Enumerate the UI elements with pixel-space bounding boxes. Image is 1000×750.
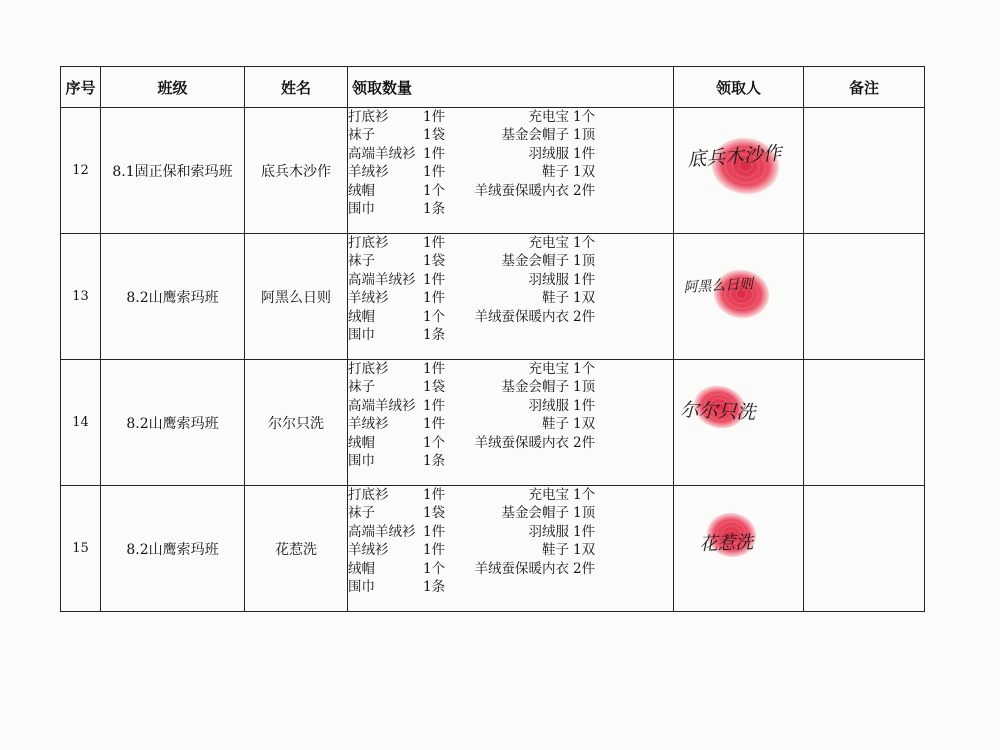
items-list bbox=[348, 360, 673, 470]
item-qty: 1个 bbox=[423, 308, 446, 325]
row-remark bbox=[804, 360, 925, 486]
item-name: 羊绒蚕保暖内衣 bbox=[474, 308, 569, 325]
fingerprint-svg bbox=[674, 360, 803, 485]
item-qty: 1顶 bbox=[573, 127, 596, 144]
item-qty bbox=[573, 326, 633, 344]
item-name: 袜子 bbox=[348, 505, 375, 522]
item-qty: 1件 bbox=[573, 523, 596, 540]
item-qty: 1袋 bbox=[423, 379, 446, 396]
item-qty: 1件 bbox=[423, 145, 446, 162]
row-recipient-signature bbox=[674, 360, 804, 486]
row-class: 8.2山鹰索玛班 bbox=[101, 234, 245, 360]
item-name: 围巾 bbox=[348, 326, 375, 343]
row-items-cell bbox=[348, 108, 674, 234]
handwritten-signature: 尔尔只洗 bbox=[679, 398, 756, 424]
row-number: 15 bbox=[61, 486, 101, 612]
header-remark: 备注 bbox=[804, 67, 925, 108]
item-qty: 1顶 bbox=[573, 505, 596, 522]
row-recipient-signature bbox=[674, 486, 804, 612]
item-qty: 1条 bbox=[423, 452, 446, 469]
item-qty bbox=[573, 200, 633, 218]
item-name: 充电宝 bbox=[528, 361, 569, 377]
item-name: 绒帽 bbox=[348, 182, 375, 199]
row-class: 8.2山鹰索玛班 bbox=[101, 486, 245, 612]
item-qty: 1双 bbox=[573, 542, 596, 559]
item-qty: 1个 bbox=[573, 235, 596, 251]
item-qty bbox=[573, 452, 633, 470]
item-name: 围巾 bbox=[348, 452, 375, 469]
item-qty: 2件 bbox=[573, 182, 596, 199]
handwritten-signature: 底兵木沙作 bbox=[686, 142, 783, 172]
fingerprint-svg bbox=[674, 234, 803, 359]
item-name: 基金会帽子 bbox=[501, 127, 569, 144]
fingerprint-signature bbox=[674, 234, 803, 359]
item-qty: 1件 bbox=[423, 416, 446, 433]
item-qty: 1件 bbox=[423, 487, 446, 503]
item-name: 充电宝 bbox=[528, 109, 569, 125]
item-qty: 1个 bbox=[573, 109, 596, 125]
row-student-name: 尔尔只洗 bbox=[245, 360, 348, 486]
item-name bbox=[463, 200, 573, 218]
header-num: 序号 bbox=[61, 67, 101, 108]
items-list bbox=[348, 234, 673, 344]
item-name: 羊绒衫 bbox=[348, 164, 389, 181]
row-items-cell bbox=[348, 360, 674, 486]
item-name: 羽绒服 bbox=[528, 523, 569, 540]
item-qty: 1袋 bbox=[423, 505, 446, 522]
table-row bbox=[61, 234, 925, 360]
item-qty: 1袋 bbox=[423, 253, 446, 270]
header-row bbox=[61, 67, 925, 108]
table-row bbox=[61, 108, 925, 234]
row-class: 8.1固正保和索玛班 bbox=[101, 108, 245, 234]
item-qty: 1个 bbox=[423, 434, 446, 451]
row-recipient-signature bbox=[674, 234, 804, 360]
item-name: 基金会帽子 bbox=[501, 379, 569, 396]
item-qty: 2件 bbox=[573, 308, 596, 325]
item-name: 围巾 bbox=[348, 578, 375, 595]
row-recipient-signature bbox=[674, 108, 804, 234]
header-recipient: 领取人 bbox=[674, 67, 804, 108]
item-qty: 1件 bbox=[423, 361, 446, 377]
item-name: 羽绒服 bbox=[528, 145, 569, 162]
row-remark bbox=[804, 486, 925, 612]
item-name: 充电宝 bbox=[528, 235, 569, 251]
row-class: 8.2山鹰索玛班 bbox=[101, 360, 245, 486]
item-name: 打底衫 bbox=[348, 487, 389, 503]
item-qty: 1个 bbox=[573, 361, 596, 377]
item-name bbox=[463, 326, 573, 344]
row-items-cell bbox=[348, 234, 674, 360]
item-name: 鞋子 bbox=[542, 290, 569, 307]
fingerprint-signature bbox=[674, 486, 803, 611]
item-qty: 1件 bbox=[423, 164, 446, 181]
item-name: 袜子 bbox=[348, 379, 375, 396]
item-name: 高端羊绒衫 bbox=[348, 145, 416, 162]
header-name: 姓名 bbox=[245, 67, 348, 108]
row-number: 12 bbox=[61, 108, 101, 234]
fingerprint-signature bbox=[674, 360, 803, 485]
fingerprint-signature bbox=[674, 108, 803, 233]
item-qty: 1袋 bbox=[423, 127, 446, 144]
item-qty: 1双 bbox=[573, 164, 596, 181]
item-name bbox=[463, 578, 573, 596]
item-qty: 1件 bbox=[423, 109, 446, 125]
item-name: 打底衫 bbox=[348, 235, 389, 251]
item-name: 鞋子 bbox=[542, 164, 569, 181]
item-qty bbox=[573, 578, 633, 596]
item-name: 高端羊绒衫 bbox=[348, 397, 416, 414]
item-qty: 1件 bbox=[423, 397, 446, 414]
item-name: 基金会帽子 bbox=[501, 253, 569, 270]
table-row bbox=[61, 360, 925, 486]
item-name: 高端羊绒衫 bbox=[348, 271, 416, 288]
item-name: 羽绒服 bbox=[528, 397, 569, 414]
row-remark bbox=[804, 108, 925, 234]
item-qty: 1件 bbox=[573, 397, 596, 414]
item-name: 围巾 bbox=[348, 200, 375, 217]
item-qty: 1件 bbox=[423, 290, 446, 307]
items-list bbox=[348, 108, 673, 218]
distribution-table bbox=[60, 66, 925, 612]
item-name: 绒帽 bbox=[348, 560, 375, 577]
row-student-name: 阿黑么日则 bbox=[245, 234, 348, 360]
table-row bbox=[61, 486, 925, 612]
item-name: 袜子 bbox=[348, 253, 375, 270]
item-qty: 1顶 bbox=[573, 379, 596, 396]
item-name: 高端羊绒衫 bbox=[348, 523, 416, 540]
item-qty: 1个 bbox=[573, 487, 596, 503]
item-qty: 1件 bbox=[423, 235, 446, 251]
item-qty: 1件 bbox=[573, 271, 596, 288]
item-qty: 1个 bbox=[423, 182, 446, 199]
item-qty: 1件 bbox=[423, 523, 446, 540]
header-class: 班级 bbox=[101, 67, 245, 108]
item-name: 羊绒蚕保暖内衣 bbox=[474, 560, 569, 577]
item-qty: 1件 bbox=[573, 145, 596, 162]
handwritten-signature: 花惹洗 bbox=[699, 532, 754, 556]
item-qty: 1件 bbox=[423, 271, 446, 288]
row-number: 13 bbox=[61, 234, 101, 360]
item-qty: 1双 bbox=[573, 290, 596, 307]
row-remark bbox=[804, 234, 925, 360]
item-name: 充电宝 bbox=[528, 487, 569, 503]
item-name: 打底衫 bbox=[348, 361, 389, 377]
item-name: 羊绒蚕保暖内衣 bbox=[474, 434, 569, 451]
item-qty: 1条 bbox=[423, 326, 446, 343]
item-name bbox=[463, 452, 573, 470]
item-name: 羊绒衫 bbox=[348, 416, 389, 433]
item-name: 鞋子 bbox=[542, 416, 569, 433]
item-qty: 1双 bbox=[573, 416, 596, 433]
item-qty: 1个 bbox=[423, 560, 446, 577]
item-name: 羽绒服 bbox=[528, 271, 569, 288]
item-qty: 2件 bbox=[573, 434, 596, 451]
fingerprint-svg bbox=[674, 486, 803, 611]
item-name: 羊绒衫 bbox=[348, 542, 389, 559]
item-name: 羊绒衫 bbox=[348, 290, 389, 307]
item-name: 打底衫 bbox=[348, 109, 389, 125]
row-items-cell bbox=[348, 486, 674, 612]
item-qty: 1顶 bbox=[573, 253, 596, 270]
item-qty: 1条 bbox=[423, 200, 446, 217]
row-student-name: 花惹洗 bbox=[245, 486, 348, 612]
item-name: 绒帽 bbox=[348, 308, 375, 325]
item-name: 绒帽 bbox=[348, 434, 375, 451]
item-qty: 2件 bbox=[573, 560, 596, 577]
item-qty: 1件 bbox=[423, 542, 446, 559]
items-list bbox=[348, 486, 673, 596]
item-name: 基金会帽子 bbox=[501, 505, 569, 522]
row-number: 14 bbox=[61, 360, 101, 486]
item-qty: 1条 bbox=[423, 578, 446, 595]
item-name: 羊绒蚕保暖内衣 bbox=[474, 182, 569, 199]
item-name: 鞋子 bbox=[542, 542, 569, 559]
row-student-name: 底兵木沙作 bbox=[245, 108, 348, 234]
fingerprint-svg bbox=[674, 108, 803, 233]
header-qty: 领取数量 bbox=[348, 67, 674, 108]
handwritten-signature: 阿黑么日则 bbox=[683, 276, 754, 297]
item-name: 袜子 bbox=[348, 127, 375, 144]
